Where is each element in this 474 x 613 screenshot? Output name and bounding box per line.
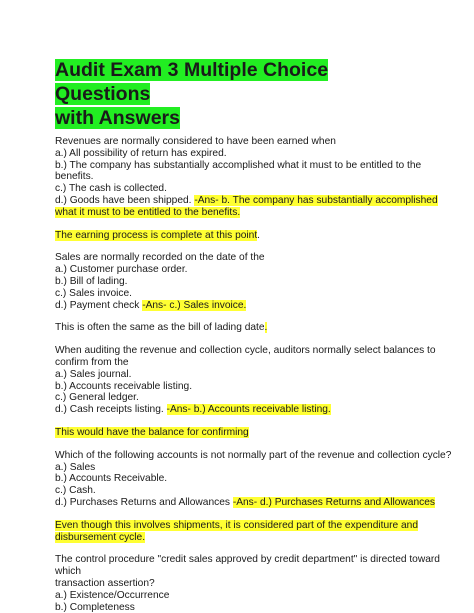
option-b-cont: benefits. [55,171,94,183]
option-c: c.) Sales invoice. [55,287,133,299]
option-d [55,194,438,207]
explanation-highlight: This would have the balance for confirming [55,426,249,438]
explanation-2 [55,322,424,334]
question-4 [55,449,452,509]
option-c: c.) The cash is collected. [55,183,167,195]
option-d [55,496,435,509]
option-d-text: d.) Purchases Returns and Allowances [55,496,233,508]
option-d-text: d.) Goods have been shipped. [55,194,195,206]
option-a: a.) Sales [55,461,96,473]
question-3 [55,345,436,416]
option-c: c.) General ledger. [55,392,139,404]
explanation-tail: . [257,229,261,241]
explanation-3 [55,427,424,439]
explanation-text: This is often the same as the bill of lading date [55,322,265,334]
question-stem: Sales are normally recorded on the date of the [55,252,265,264]
option-d-text: d.) Cash receipts listing. [55,404,167,416]
question-2 [55,252,424,311]
option-d-text: d.) Payment check [55,299,143,311]
question-stem-cont-2: transaction assertion? [55,577,155,589]
title-line-2: with Answers [55,107,180,129]
answer-highlight: -Ans- d.) Purchases Returns and Allowances [232,496,435,508]
title-line-1: Audit Exam 3 Multiple Choice Questions [55,59,329,105]
option-b: b.) The company has substantially accomplished what it must to be entitled to the [55,159,422,171]
option-a: a.) All possibility of return has expired. [55,147,227,159]
option-a: a.) Customer purchase order. [55,264,188,276]
question-stem: When auditing the revenue and collection cycle, auditors normally select balances to [55,345,436,357]
explanation-highlight: The earning process is complete at this point [55,229,258,241]
answer-highlight-cont: what it must to be entitled to the benefits. [55,206,241,218]
question-1 [55,136,438,219]
option-a: a.) Existence/Occurrence [55,589,170,601]
question-stem: The control procedure "credit sales approved by credit department" is directed toward [55,554,440,566]
question-5 [55,554,440,613]
question-stem: Revenues are normally considered to have been earned when [55,136,336,147]
option-b: b.) Bill of lading. [55,275,128,287]
option-c: c.) Cash. [55,485,96,497]
option-a: a.) Sales journal. [55,368,132,380]
option-d [55,404,424,416]
explanation-4 [55,520,424,544]
explanation-highlight: Even though this involves shipments, it is considered part of the expenditure and [55,519,419,531]
explanation-highlight-cont: disbursement cycle. [55,531,146,543]
question-stem: Which of the following accounts is not normally part of the revenue and collection cycle? [55,449,452,461]
option-b: b.) Accounts receivable listing. [55,380,193,392]
question-stem-cont: which [55,566,82,578]
answer-highlight: -Ans- b.) Accounts receivable listing. [166,404,331,416]
option-b: b.) Accounts Receivable. [55,473,168,485]
document-title [55,58,424,130]
explanation-1 [55,230,424,242]
option-b: b.) Completeness [55,601,135,613]
option-d [55,300,424,312]
answer-highlight: -Ans- c.) Sales invoice. [142,299,247,311]
explanation-tail: . [264,322,268,334]
answer-highlight: -Ans- b. The company has substantially accomplished [194,194,438,206]
question-stem-cont: confirm from the [55,356,129,368]
